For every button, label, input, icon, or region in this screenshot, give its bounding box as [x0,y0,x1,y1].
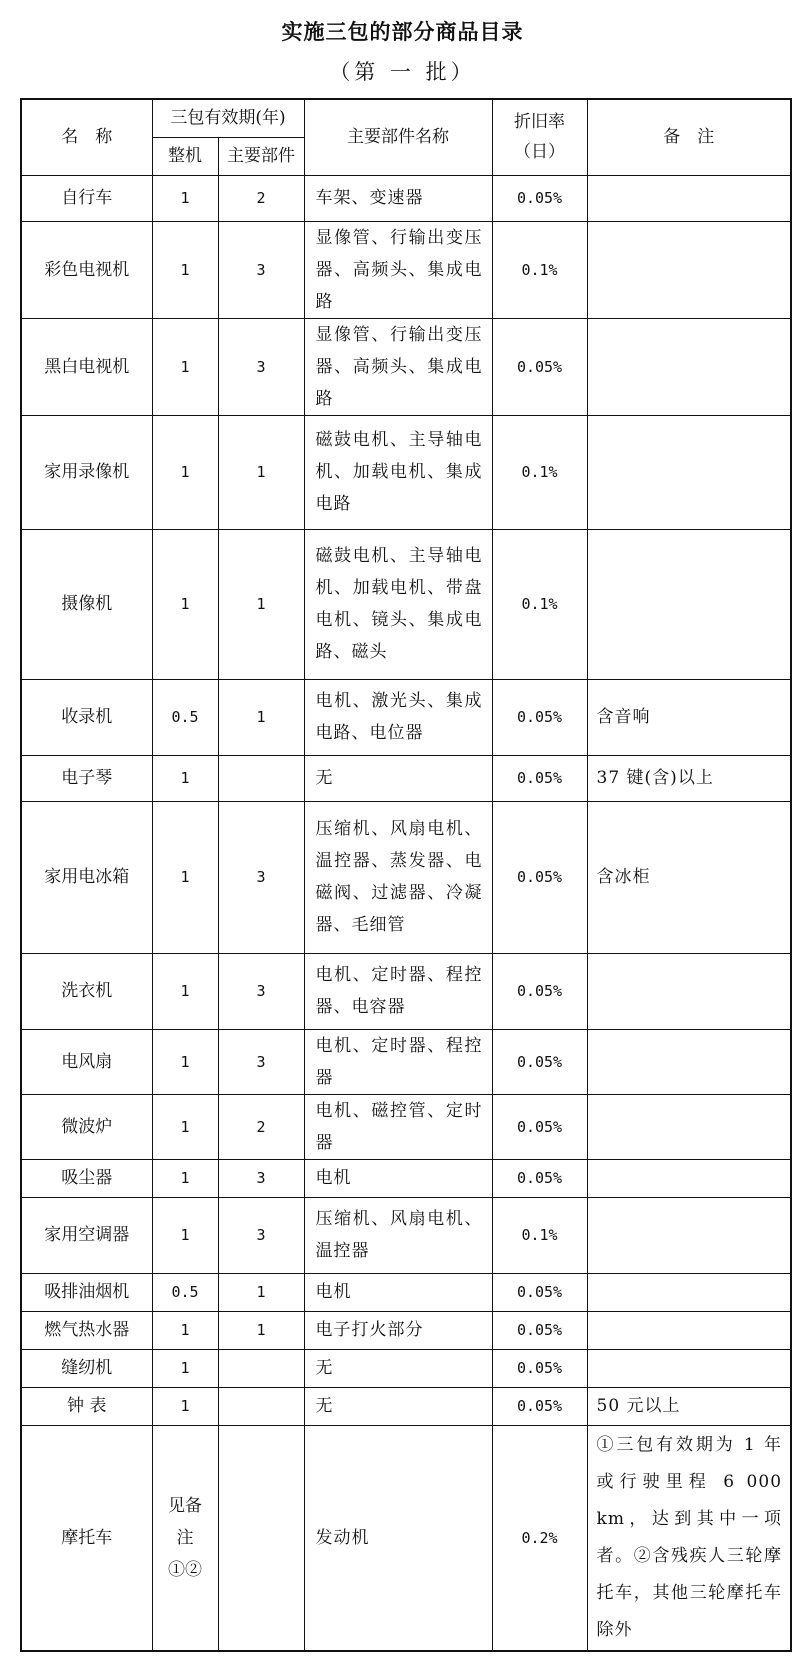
product-name-cell: 吸尘器 [21,1159,152,1197]
table-row [21,175,791,221]
depreciation-rate-cell: 0.05% [492,1273,587,1311]
table-row [21,1029,791,1094]
header-depreciation-rate: 折旧率（日） [492,99,587,175]
main-part-period-cell: 3 [218,221,304,318]
whole-unit-period-cell: 1 [152,1094,218,1159]
product-name-cell: 吸排油烟机 [21,1273,152,1311]
product-name-cell: 洗衣机 [21,953,152,1029]
depreciation-rate-cell: 0.05% [492,679,587,755]
main-parts-name-cell: 显像管、行输出变压器、高频头、集成电路 [304,221,492,318]
whole-unit-period-cell: 1 [152,801,218,953]
product-name-cell: 摩托车 [21,1425,152,1651]
header-warranty-period: 三包有效期(年) [152,99,304,137]
main-parts-name-cell: 无 [304,755,492,801]
whole-unit-period-cell: 0.5 [152,679,218,755]
table-row [21,1311,791,1349]
main-part-period-cell: 3 [218,953,304,1029]
main-part-period-cell: 1 [218,1273,304,1311]
remarks-cell [587,1094,791,1159]
whole-unit-period-cell: 见备注①② [152,1425,218,1651]
depreciation-rate-cell: 0.05% [492,1159,587,1197]
main-part-period-cell: 1 [218,679,304,755]
main-parts-name-cell: 无 [304,1387,492,1425]
main-parts-name-cell: 无 [304,1349,492,1387]
product-name-cell: 家用电冰箱 [21,801,152,953]
page-title: 实施三包的部分商品目录 [281,20,524,44]
main-parts-name-cell: 电机、磁控管、定时器 [304,1094,492,1159]
whole-unit-period-cell: 1 [152,415,218,529]
whole-unit-period-cell: 1 [152,175,218,221]
whole-unit-period-cell: 1 [152,529,218,679]
header-main-part: 主要部件 [218,137,304,175]
depreciation-rate-cell: 0.05% [492,755,587,801]
main-parts-name-cell: 电子打火部分 [304,1311,492,1349]
table-row [21,415,791,529]
main-parts-name-cell: 磁鼓电机、主导轴电机、加载电机、集成电路 [304,415,492,529]
remarks-cell: 50 元以上 [587,1387,791,1425]
header-remarks: 备 注 [587,99,791,175]
main-part-period-cell [218,1425,304,1651]
main-parts-name-cell: 电机 [304,1273,492,1311]
main-part-period-cell [218,755,304,801]
whole-unit-period-cell: 1 [152,1197,218,1273]
product-name-cell: 自行车 [21,175,152,221]
remarks-cell [587,1273,791,1311]
page-subtitle: （第 一 批） [329,60,476,84]
main-parts-name-cell: 电机、定时器、程控器、电容器 [304,953,492,1029]
main-parts-name-cell: 电机、定时器、程控器 [304,1029,492,1094]
product-name-cell: 彩色电视机 [21,221,152,318]
remarks-cell: 含冰柜 [587,801,791,953]
depreciation-rate-cell: 0.1% [492,415,587,529]
main-part-period-cell: 3 [218,318,304,415]
product-name-cell: 家用空调器 [21,1197,152,1273]
table-row [21,318,791,415]
main-part-period-cell: 2 [218,1094,304,1159]
main-part-period-cell: 1 [218,529,304,679]
table-row [21,1159,791,1197]
depreciation-rate-cell: 0.05% [492,801,587,953]
table-row [21,679,791,755]
depreciation-rate-cell: 0.05% [492,953,587,1029]
whole-unit-period-cell: 1 [152,1029,218,1094]
main-parts-name-cell: 压缩机、风扇电机、温控器、蒸发器、电磁阀、过滤器、冷凝器、毛细管 [304,801,492,953]
depreciation-rate-cell: 0.05% [492,318,587,415]
remarks-cell [587,1349,791,1387]
header-main-parts-name: 主要部件名称 [304,99,492,175]
depreciation-rate-cell: 0.2% [492,1425,587,1651]
main-parts-name-cell: 电机 [304,1159,492,1197]
product-name-cell: 家用录像机 [21,415,152,529]
table-row [21,801,791,953]
product-name-cell: 电子琴 [21,755,152,801]
main-parts-name-cell: 显像管、行输出变压器、高频头、集成电路 [304,318,492,415]
depreciation-rate-cell: 0.05% [492,1349,587,1387]
remarks-cell: ①三包有效期为 1 年或行驶里程 6 000 km，达到其中一项者。②含残疾人三轮摩托车，其他三轮摩托车除外 [587,1425,791,1651]
remarks-cell [587,1311,791,1349]
whole-unit-period-cell: 1 [152,1387,218,1425]
remarks-cell [587,415,791,529]
table-row [21,221,791,318]
table-row [21,953,791,1029]
remarks-cell [587,1197,791,1273]
remarks-cell: 37 键(含)以上 [587,755,791,801]
main-parts-name-cell: 车架、变速器 [304,175,492,221]
table-row [21,1197,791,1273]
depreciation-rate-cell: 0.1% [492,529,587,679]
main-parts-name-cell: 压缩机、风扇电机、温控器 [304,1197,492,1273]
remarks-cell: 含音响 [587,679,791,755]
main-part-period-cell: 3 [218,1197,304,1273]
main-parts-name-cell: 磁鼓电机、主导轴电机、加载电机、带盘电机、镜头、集成电路、磁头 [304,529,492,679]
product-name-cell: 微波炉 [21,1094,152,1159]
table-row [21,1094,791,1159]
remarks-cell [587,1159,791,1197]
main-part-period-cell: 1 [218,415,304,529]
product-name-cell: 摄像机 [21,529,152,679]
whole-unit-period-cell: 1 [152,755,218,801]
whole-unit-period-cell: 1 [152,221,218,318]
depreciation-rate-cell: 0.05% [492,1311,587,1349]
table-row [21,529,791,679]
remarks-cell [587,175,791,221]
remarks-cell [587,221,791,318]
depreciation-rate-cell: 0.1% [492,221,587,318]
main-part-period-cell: 3 [218,1159,304,1197]
product-name-cell: 钟 表 [21,1387,152,1425]
header-whole-unit: 整机 [152,137,218,175]
main-parts-name-cell: 电机、激光头、集成电路、电位器 [304,679,492,755]
table-row [21,1425,791,1651]
product-name-cell: 缝纫机 [21,1349,152,1387]
product-name-cell: 收录机 [21,679,152,755]
table-row [21,1387,791,1425]
remarks-cell [587,529,791,679]
warranty-catalog-table [20,98,792,1652]
whole-unit-period-cell: 1 [152,318,218,415]
depreciation-rate-cell: 0.05% [492,1094,587,1159]
depreciation-rate-cell: 0.05% [492,1387,587,1425]
table-row [21,755,791,801]
whole-unit-period-cell: 1 [152,1159,218,1197]
depreciation-rate-cell: 0.05% [492,1029,587,1094]
whole-unit-period-cell: 1 [152,1349,218,1387]
product-name-cell: 燃气热水器 [21,1311,152,1349]
main-part-period-cell [218,1387,304,1425]
remarks-cell [587,1029,791,1094]
main-part-period-cell [218,1349,304,1387]
table-row [21,1273,791,1311]
remarks-cell [587,953,791,1029]
whole-unit-period-cell: 0.5 [152,1273,218,1311]
whole-unit-period-cell: 1 [152,953,218,1029]
main-part-period-cell: 1 [218,1311,304,1349]
remarks-cell [587,318,791,415]
table-row [21,1349,791,1387]
main-part-period-cell: 3 [218,1029,304,1094]
product-name-cell: 黑白电视机 [21,318,152,415]
main-part-period-cell: 2 [218,175,304,221]
depreciation-rate-cell: 0.1% [492,1197,587,1273]
whole-unit-period-cell: 1 [152,1311,218,1349]
header-name: 名 称 [21,99,152,175]
product-name-cell: 电风扇 [21,1029,152,1094]
main-parts-name-cell: 发动机 [304,1425,492,1651]
main-part-period-cell: 3 [218,801,304,953]
depreciation-rate-cell: 0.05% [492,175,587,221]
